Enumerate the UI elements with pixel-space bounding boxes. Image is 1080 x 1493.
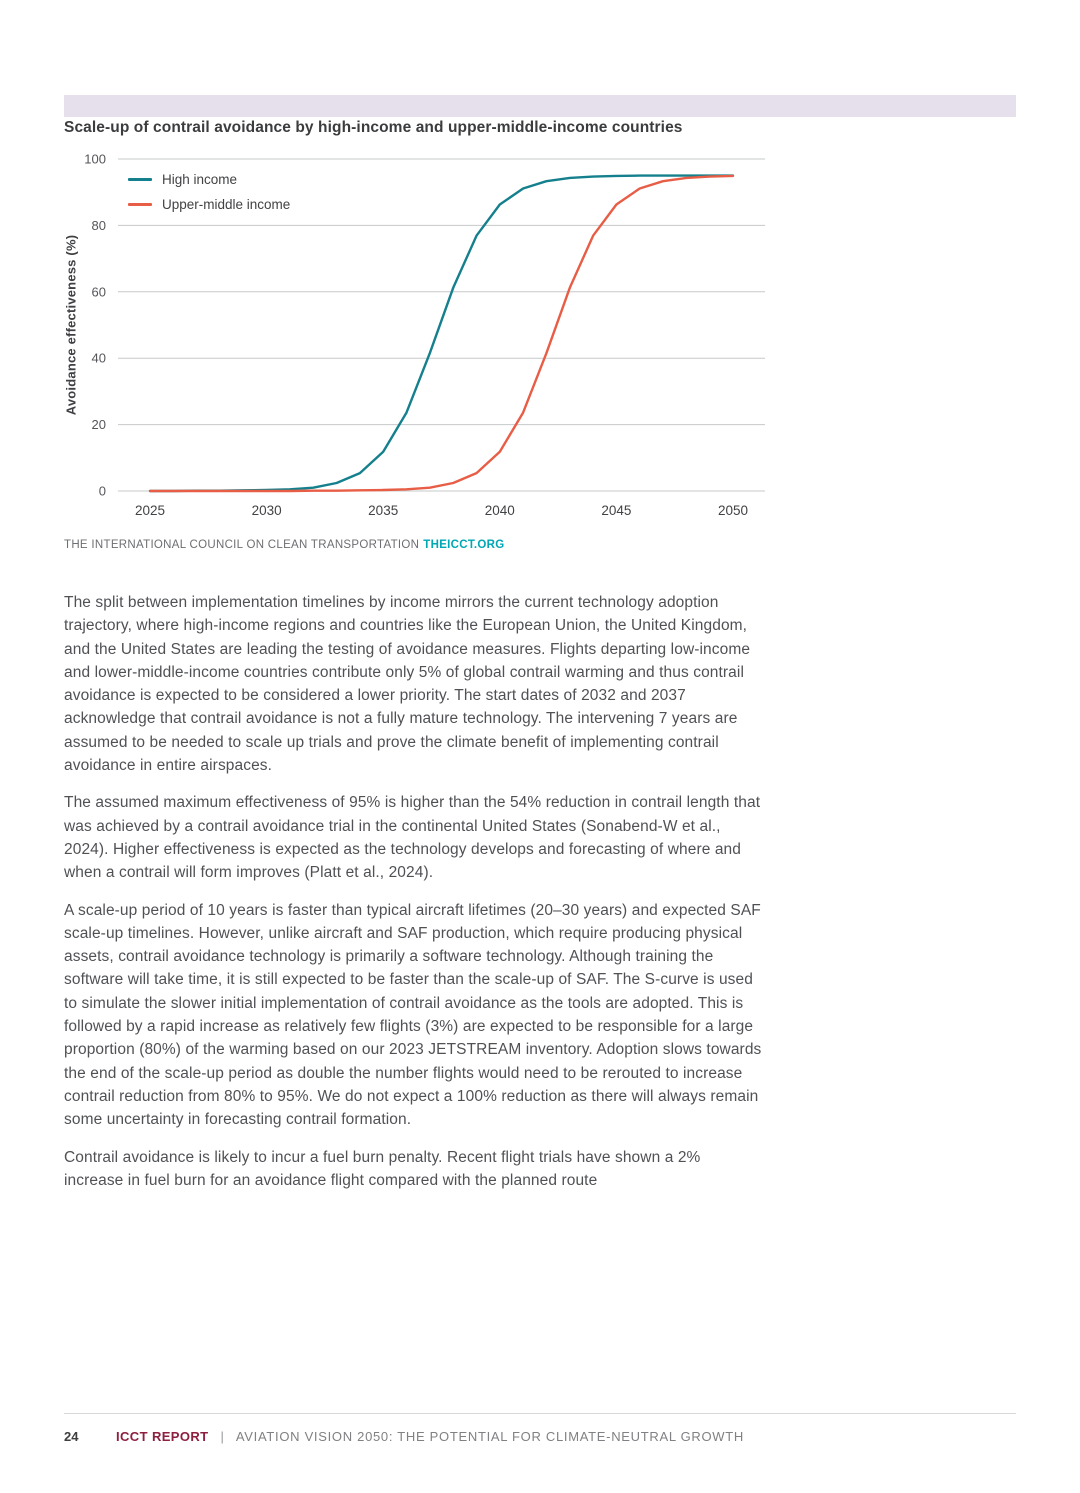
y-tick-label: 80 [91, 217, 106, 233]
series-line [150, 176, 733, 491]
report-label: ICCT REPORT [116, 1429, 209, 1444]
y-tick-label: 60 [91, 284, 106, 300]
y-tick-label: 20 [91, 417, 106, 433]
footer-row [64, 1429, 1016, 1444]
body-text [64, 591, 764, 1192]
paragraph: Contrail avoidance is likely to incur a fuel burn penalty. Recent flight trials have shown a 2% increase in fuel burn for an avoidance flight compared with the planned route [64, 1148, 701, 1189]
page-number: 24 [64, 1429, 79, 1444]
x-tick-label: 2040 [484, 503, 515, 518]
x-tick-label: 2050 [717, 503, 749, 518]
y-tick-label: 40 [91, 350, 106, 366]
paragraph: The assumed maximum effectiveness of 95% is higher than the 54% reduction in contrail length that was achieved by a contrail avoidance trial in the continental United States (Sonabend-W et al., 2024). Higher effectiveness is expected as the technology develops and forecasting of where and when a contrail will form improves (Platt et al., 2024). [64, 794, 761, 882]
x-tick-label: 2035 [368, 503, 399, 518]
x-tick-label: 2045 [601, 503, 632, 518]
report-title: AVIATION VISION 2050: THE POTENTIAL FOR CLIMATE-NEUTRAL GROWTH [235, 1429, 745, 1444]
source-line [64, 539, 1016, 551]
legend-label: Upper-middle income [162, 197, 291, 212]
series-line [150, 176, 733, 491]
source-link[interactable]: THEICCT.ORG [423, 539, 505, 551]
y-tick-label: 0 [98, 483, 106, 499]
y-axis-label: Avoidance effectiveness (%) [63, 234, 79, 416]
source-text: THE INTERNATIONAL COUNCIL ON CLEAN TRANSPORTATION [64, 539, 420, 551]
figure-title: Scale-up of contrail avoidance by high-income and upper-middle-income countries [64, 119, 683, 136]
x-tick-label: 2030 [251, 503, 282, 518]
paragraph: A scale-up period of 10 years is faster than typical aircraft lifetimes (20–30 years) and expected SAF scale-up timelines. However, unlike aircraft and SAF production, which require producing physical assets, contrail avoidance technology is primarily a software technology. Although training the software will take time, it is still expected to be faster than the scale-up of SAF. The S-curve is used to simulate the slower initial implementation of contrail avoidance as the tools are adopted. This is followed by a rapid increase as relatively few flights (3%) are expected to be responsible for a large proportion (80%) of the warming based on our 2023 JETSTREAM inventory. Adoption slows towards the end of the scale-up period as double the number flights would need to be rerouted to increase contrail reduction from 80% to 95%. We do not expect a 100% reduction as there will always remain some uncertainty in forecasting contrail formation. [64, 901, 762, 1129]
chart-canvas [64, 147, 774, 529]
report-page [0, 95, 1080, 1493]
figure-chart [64, 147, 776, 531]
legend-label: High income [162, 172, 238, 187]
page-content [0, 95, 1080, 1192]
footer [64, 1413, 1016, 1444]
x-tick-label: 2025 [134, 503, 166, 518]
footer-separator: | [220, 1429, 224, 1444]
header-accent-bar [64, 95, 1016, 117]
paragraph: The split between implementation timelines by income mirrors the current technology adoption trajectory, where high-income regions and countries like the European Union, the United Kingdom, and the United States are leading the testing of avoidance measures. Flights departing low-income and lower-middle-income countries contribute only 5% of global contrail warming and thus contrail avoidance is expected to be considered a lower priority. The start dates of 2032 and 2037 acknowledge that contrail avoidance is not a fully mature technology. The intervening 7 years are assumed to be needed to scale up trials and prove the climate benefit of implementing contrail avoidance in entire airspaces. [64, 594, 751, 775]
y-tick-label: 100 [84, 151, 106, 167]
